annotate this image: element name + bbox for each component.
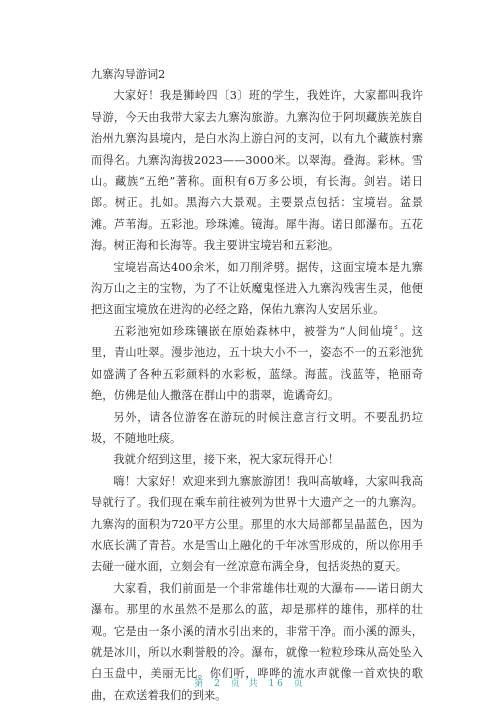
page-footer xyxy=(0,676,500,689)
paragraph-baojingyan: 宝境岩高达400余米，如刀削斧劈。据传，这面宝境本是九寨沟万山之主的宝物，为了不让妖魔鬼怪进入九寨沟残害生灵，他便把这面宝境放在进沟的必经之路，保佑九寨沟人安居乐业。 xyxy=(91,260,423,317)
footer-prefix: 第 xyxy=(194,679,207,689)
paragraph-closing: 我就介绍到这里，接下来，祝大家玩得开心！ xyxy=(113,453,340,467)
footer-current-page: 2 xyxy=(214,679,223,689)
paragraph-etiquette: 另外，请各位游客在游玩的时候注意言行文明。不要乱扔垃圾，不随地吐痰。 xyxy=(91,410,423,445)
footer-middle: 页 共 xyxy=(230,679,261,689)
paragraph-wucaichi: 五彩池宛如珍珠镶嵌在原始森林中，被誉为“人间仙境〞。这里，青山吐翠。漫步池边，五十块大小不一，姿态不一的五彩池犹如盛满了各种五彩颜料的水彩板，蓝绿。海蓝。浅蓝等，艳丽奇绝，仿佛是仙人撒落在群山中的翡翠，诡谲奇幻。 xyxy=(91,324,423,403)
footer-total-pages: 16 xyxy=(268,679,286,689)
paragraph-intro: 大家好！我是狮岭四〔3〕班的学生，我姓许，大家都叫我许导游，今天由我带大家去九寨沟旅游。九寨沟位于阿坝藏族羌族自治州九寨沟县境内，是白水沟上游白河的支河，以有九个藏族村寨而得名。九寨沟海拔2023——3000米。以翠海。叠海。彩林。雪山。藏族“五绝”著称。面积有6万多公顷，有长海。剑岩。诺日郎。树正。扎如。黑海六大景观。主要景点包括：宝境岩。盆景滩。芦苇海。五彩池。珍珠滩。镜海。犀牛海。诺日郎瀑布。五花海。树正海和长海等。我主要讲宝境岩和五彩池。 xyxy=(91,89,423,253)
document-title: 九寨沟导游词2 xyxy=(91,68,166,81)
paragraph-waterfall: 大家看，我们前面是一个非常雄伟壮观的大瀑布——诺日朗大瀑布。那里的水虽然不是那么的蓝，却是那样的雄伟，那样的壮观。它是由一条小溪的清水引出来的，非常干净。而小溪的源头，就是冰川，所以水剩誉般的冷。瀑布，就像一粒粒珍珠从高处坠入白玉盘中，美丽无比。你们听，哗哗的流水声就像一首欢快的歌曲，在欢送着我们的到来。 xyxy=(91,581,423,702)
footer-suffix: 页 xyxy=(293,679,306,689)
document-body xyxy=(91,64,423,706)
paragraph-second-guide-intro: 嗨！大家好！欢迎来到九寨旅游团！我叫高敏峰，大家叫我高导就行了。我们现在乘车前往被列为世界十大遗产之一的九寨沟。九寨沟的面积为720平方公里。那里的水大局部都呈晶蓝色，因为水底长满了青苔。水是雪山上融化的千年冰雪形成的，所以你用手去碰一碰水面，立刻会有一丝凉意布满全身，包括炎热的夏天。 xyxy=(91,474,423,574)
